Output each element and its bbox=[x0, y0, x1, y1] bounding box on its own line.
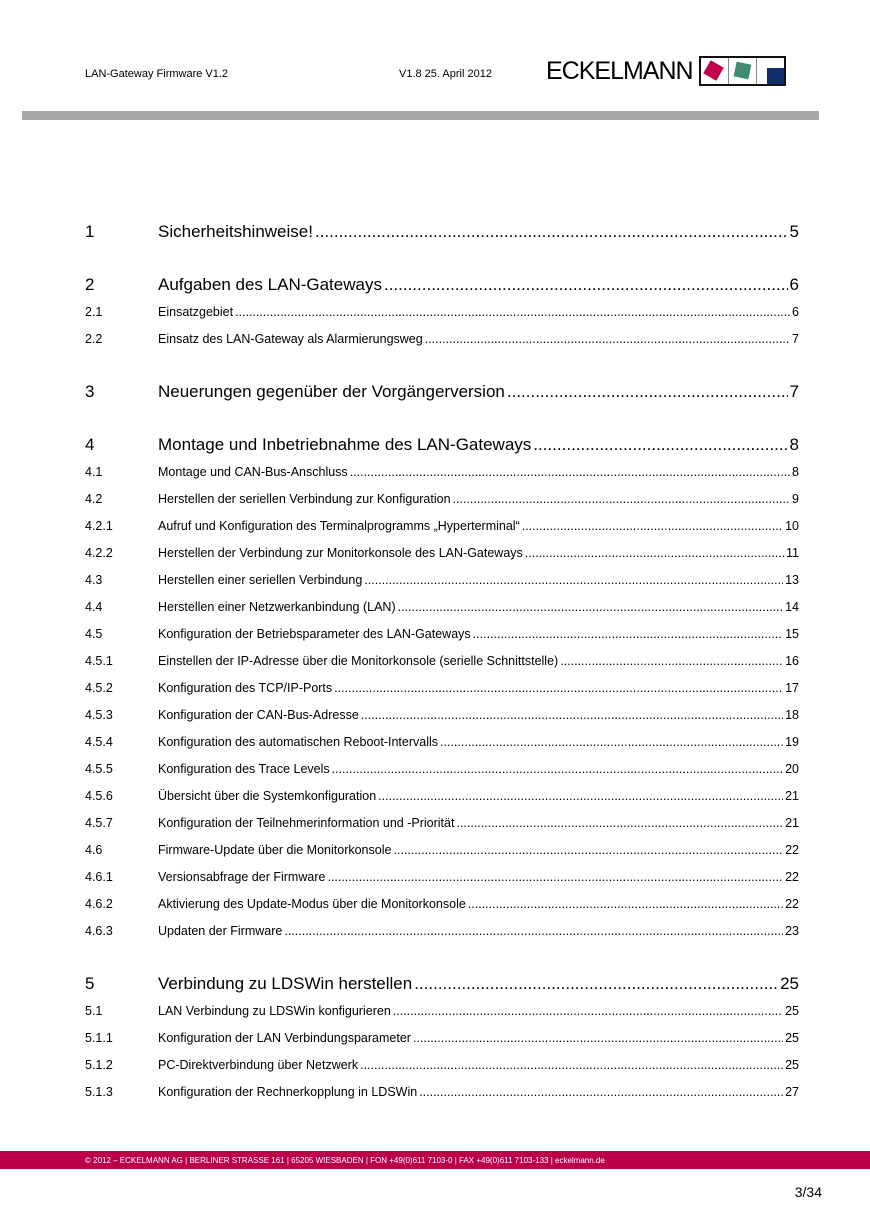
toc-entry[interactable] bbox=[85, 218, 799, 245]
toc-title: Konfiguration der Rechnerkopplung in LDSWin bbox=[158, 1084, 418, 1099]
dot-leader bbox=[456, 816, 783, 830]
toc-page: 8 bbox=[789, 434, 799, 454]
toc-page: 13 bbox=[785, 572, 799, 587]
toc-title: Konfiguration der CAN-Bus-Adresse bbox=[158, 707, 359, 722]
toc-number: 2.2 bbox=[85, 331, 103, 346]
toc-entry[interactable] bbox=[85, 701, 799, 728]
dot-leader bbox=[440, 735, 783, 749]
toc-title: Einstellen der IP-Adresse über die Monitorkonsole (serielle Schnittstelle) bbox=[158, 653, 559, 668]
toc-page: 6 bbox=[792, 304, 799, 319]
toc-entry[interactable] bbox=[85, 809, 799, 836]
toc-number: 4.5 bbox=[85, 626, 103, 641]
toc-title: Konfiguration der LAN Verbindungsparameter bbox=[158, 1030, 411, 1045]
toc-page: 7 bbox=[789, 381, 799, 401]
toc-title: Herstellen einer Netzwerkanbindung (LAN) bbox=[158, 599, 396, 614]
dot-leader bbox=[398, 600, 783, 614]
toc-number: 5.1.3 bbox=[85, 1084, 113, 1099]
toc-number: 2 bbox=[85, 274, 95, 294]
toc-number: 4.6 bbox=[85, 842, 103, 857]
header-divider bbox=[22, 111, 819, 120]
toc-number: 4.5.6 bbox=[85, 788, 113, 803]
toc-page: 21 bbox=[785, 788, 799, 803]
toc-number: 4 bbox=[85, 434, 95, 454]
dot-leader bbox=[473, 627, 783, 641]
toc-entry[interactable] bbox=[85, 512, 799, 539]
toc-page: 27 bbox=[785, 1084, 799, 1099]
toc-page: 11 bbox=[786, 545, 799, 560]
toc-title: Herstellen einer seriellen Verbindung bbox=[158, 572, 363, 587]
toc-entry[interactable] bbox=[85, 755, 799, 782]
dot-leader bbox=[525, 546, 784, 560]
toc-page: 22 bbox=[785, 869, 799, 884]
toc-title: LAN Verbindung zu LDSWin konfigurieren bbox=[158, 1003, 391, 1018]
toc-page: 8 bbox=[792, 464, 799, 479]
toc-page: 14 bbox=[785, 599, 799, 614]
dot-leader bbox=[419, 1085, 783, 1099]
logo-squares-icon bbox=[699, 56, 786, 86]
dot-leader bbox=[334, 681, 783, 695]
toc-title: Konfiguration des TCP/IP-Ports bbox=[158, 680, 333, 695]
toc-number: 4.6.2 bbox=[85, 896, 113, 911]
toc-title: Updaten der Firmware bbox=[158, 923, 283, 938]
toc-title: Aufgaben des LAN-Gateways bbox=[158, 274, 382, 294]
toc-number: 4.5.4 bbox=[85, 734, 113, 749]
toc-page: 15 bbox=[785, 626, 799, 641]
toc-entry[interactable] bbox=[85, 431, 799, 458]
toc-title: Aufruf und Konfiguration des Terminalprogramms „Hyperterminal“ bbox=[158, 518, 520, 533]
toc-number: 5.1.1 bbox=[85, 1030, 113, 1045]
toc-entry[interactable] bbox=[85, 325, 799, 352]
toc-title: Konfiguration der Teilnehmerinformation und -Priorität bbox=[158, 815, 455, 830]
toc-number: 1 bbox=[85, 221, 95, 241]
eckelmann-logo bbox=[546, 56, 786, 86]
toc-page: 25 bbox=[780, 973, 799, 993]
toc-page: 9 bbox=[792, 491, 799, 506]
dot-leader bbox=[350, 465, 790, 479]
toc-number: 4.5.5 bbox=[85, 761, 113, 776]
toc-number: 4.5.3 bbox=[85, 707, 113, 722]
dot-leader bbox=[327, 870, 783, 884]
toc-number: 5.1.2 bbox=[85, 1057, 113, 1072]
toc-number: 5 bbox=[85, 973, 95, 993]
toc-number: 4.5.2 bbox=[85, 680, 113, 695]
toc-entry[interactable] bbox=[85, 271, 799, 298]
toc-entry[interactable] bbox=[85, 782, 799, 809]
toc-number: 4.5.1 bbox=[85, 653, 113, 668]
toc-entry[interactable] bbox=[85, 458, 799, 485]
toc-title: Konfiguration des Trace Levels bbox=[158, 761, 330, 776]
dot-leader bbox=[414, 974, 778, 994]
toc-title: Sicherheitshinweise! bbox=[158, 221, 313, 241]
dot-leader bbox=[364, 573, 783, 587]
toc-page: 5 bbox=[789, 221, 799, 241]
toc-page: 17 bbox=[785, 680, 799, 695]
header-doc-title: LAN-Gateway Firmware V1.2 bbox=[85, 68, 229, 80]
footer-bar bbox=[0, 1151, 870, 1169]
toc-number: 5.1 bbox=[85, 1003, 103, 1018]
toc-entry[interactable] bbox=[85, 728, 799, 755]
toc-entry[interactable] bbox=[85, 674, 799, 701]
toc-title: PC-Direktverbindung über Netzwerk bbox=[158, 1057, 359, 1072]
dot-leader bbox=[413, 1031, 783, 1045]
dot-leader bbox=[560, 654, 783, 668]
page-number: 3/34 bbox=[794, 1184, 822, 1200]
table-of-contents bbox=[85, 218, 799, 1105]
toc-number: 4.6.3 bbox=[85, 923, 113, 938]
toc-title: Montage und CAN-Bus-Anschluss bbox=[158, 464, 348, 479]
toc-number: 4.6.1 bbox=[85, 869, 113, 884]
dot-leader bbox=[235, 305, 790, 319]
toc-page: 20 bbox=[785, 761, 799, 776]
toc-page: 25 bbox=[785, 1003, 799, 1018]
dot-leader bbox=[361, 708, 783, 722]
toc-entry[interactable] bbox=[85, 539, 799, 566]
toc-title: Aktivierung des Update-Modus über die Monitorkonsole bbox=[158, 896, 466, 911]
toc-entry[interactable] bbox=[85, 620, 799, 647]
toc-page: 22 bbox=[785, 896, 799, 911]
toc-title: Herstellen der seriellen Verbindung zur Konfiguration bbox=[158, 491, 451, 506]
toc-title: Herstellen der Verbindung zur Monitorkonsole des LAN-Gateways bbox=[158, 545, 523, 560]
toc-title: Firmware-Update über die Monitorkonsole bbox=[158, 842, 392, 857]
toc-title: Versionsabfrage der Firmware bbox=[158, 869, 326, 884]
toc-page: 6 bbox=[789, 274, 799, 294]
toc-entry[interactable] bbox=[85, 1051, 799, 1078]
toc-page: 18 bbox=[785, 707, 799, 722]
dot-leader bbox=[507, 382, 788, 402]
toc-entry[interactable] bbox=[85, 917, 799, 944]
toc-page: 10 bbox=[785, 518, 799, 533]
toc-number: 4.2 bbox=[85, 491, 103, 506]
toc-entry[interactable] bbox=[85, 1024, 799, 1051]
dot-leader bbox=[360, 1058, 783, 1072]
toc-title: Konfiguration der Betriebsparameter des LAN-Gateways bbox=[158, 626, 471, 641]
toc-entry[interactable] bbox=[85, 485, 799, 512]
toc-title: Neuerungen gegenüber der Vorgängerversion bbox=[158, 381, 505, 401]
dot-leader bbox=[284, 924, 783, 938]
toc-number: 3 bbox=[85, 381, 95, 401]
toc-page: 16 bbox=[785, 653, 799, 668]
toc-number: 2.1 bbox=[85, 304, 103, 319]
toc-title: Einsatz des LAN-Gateway als Alarmierungsweg bbox=[158, 331, 423, 346]
dot-leader bbox=[384, 275, 788, 295]
dot-leader bbox=[315, 222, 788, 242]
toc-number: 4.3 bbox=[85, 572, 103, 587]
dot-leader bbox=[468, 897, 783, 911]
toc-number: 4.2.1 bbox=[85, 518, 113, 533]
dot-leader bbox=[332, 762, 783, 776]
dot-leader bbox=[425, 332, 790, 346]
toc-page: 7 bbox=[792, 331, 799, 346]
toc-entry[interactable] bbox=[85, 836, 799, 863]
dot-leader bbox=[522, 519, 783, 533]
dot-leader bbox=[393, 1004, 783, 1018]
toc-entry[interactable] bbox=[85, 298, 799, 325]
toc-number: 4.1 bbox=[85, 464, 103, 479]
dot-leader bbox=[533, 435, 787, 455]
footer-text: © 2012 – ECKELMANN AG | BERLINER STRASSE 161 | 65205 WIESBADEN | FON +49(0)611 7103-0 | FAX +49(0)611 7103-133 | eckelmann.de bbox=[85, 1156, 605, 1165]
toc-entry[interactable] bbox=[85, 997, 799, 1024]
toc-entry[interactable] bbox=[85, 1078, 799, 1105]
toc-title: Verbindung zu LDSWin herstellen bbox=[158, 973, 413, 993]
logo-text: ECKELMANN bbox=[546, 57, 693, 85]
toc-page: 22 bbox=[785, 842, 799, 857]
toc-entry[interactable] bbox=[85, 863, 799, 890]
toc-page: 19 bbox=[785, 734, 799, 749]
toc-title: Übersicht über die Systemkonfiguration bbox=[158, 788, 377, 803]
toc-entry[interactable] bbox=[85, 970, 799, 997]
dot-leader bbox=[453, 492, 791, 506]
toc-entry[interactable] bbox=[85, 566, 799, 593]
toc-entry[interactable] bbox=[85, 593, 799, 620]
toc-title: Montage und Inbetriebnahme des LAN-Gateways bbox=[158, 434, 532, 454]
toc-entry[interactable] bbox=[85, 647, 799, 674]
toc-number: 4.4 bbox=[85, 599, 103, 614]
dot-leader bbox=[393, 843, 783, 857]
toc-entry[interactable] bbox=[85, 890, 799, 917]
toc-page: 25 bbox=[785, 1030, 799, 1045]
toc-number: 4.5.7 bbox=[85, 815, 113, 830]
toc-title: Einsatzgebiet bbox=[158, 304, 234, 319]
toc-title: Konfiguration des automatischen Reboot-Intervalls bbox=[158, 734, 439, 749]
toc-entry[interactable] bbox=[85, 378, 799, 405]
dot-leader bbox=[378, 789, 783, 803]
toc-page: 23 bbox=[785, 923, 799, 938]
toc-page: 21 bbox=[785, 815, 799, 830]
toc-number: 4.2.2 bbox=[85, 545, 113, 560]
header-version-date: V1.8 25. April 2012 bbox=[399, 68, 492, 80]
toc-page: 25 bbox=[785, 1057, 799, 1072]
